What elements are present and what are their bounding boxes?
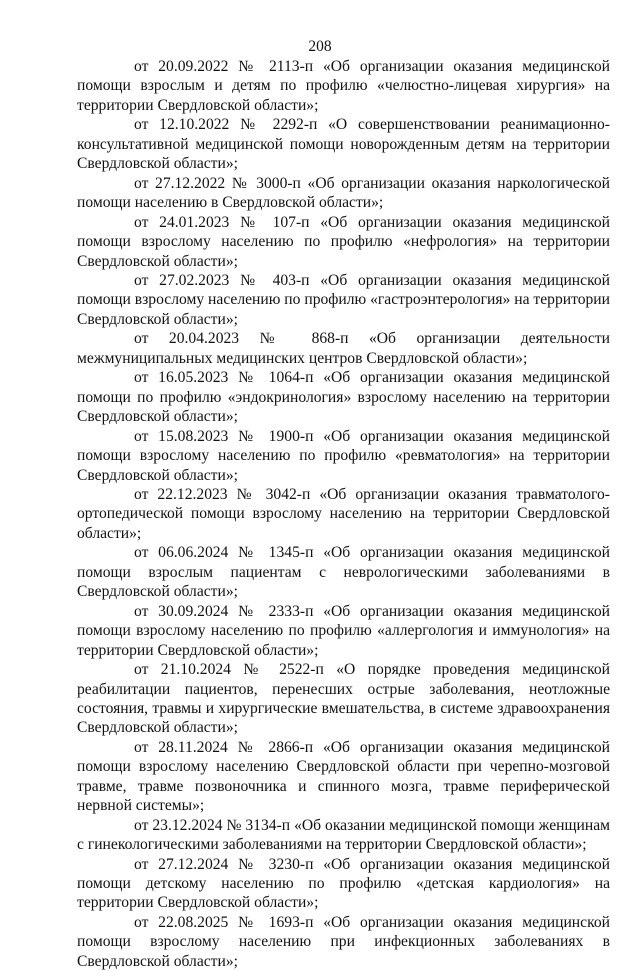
list-item-2113: от 20.09.2022 № 2113-п «Об организации оказания медицинской помощи взрослым и детям по профилю «челюстно-лицевая хирургия» на территории Свердловской области»; xyxy=(77,58,610,114)
list-item-3134: от 23.12.2024 № 3134-п «Об оказании медицинской помощи женщинам с гинекологическими заболеваниями на территории Свердловской области»; xyxy=(77,816,610,854)
list-item-2522: от 21.10.2024 № 2522-п «О порядке проведения медицинской реабилитации пациентов, перенесших острые заболевания, неотложные состояния, травмы и хирургические вмешательства, в системе здравоохранения Свердловской области»; xyxy=(77,661,610,737)
list-item-2292: от 12.10.2022 № 2292-п «О совершенствовании реанимационно-консультативной медицинской помощи новорожденным детям на территории Свердловской области»; xyxy=(77,116,610,173)
list-item-1900: от 15.08.2023 № 1900-п «Об организации оказания медицинской помощи взрослому населению по профилю «ревматология» на территории Свердловской области»; xyxy=(77,427,610,484)
list-item-1693: от 22.08.2025 № 1693-п «Об организации оказания медицинской помощи взрослому населению при инфекционных заболеваниях в Свердловской области»; xyxy=(77,913,610,970)
list-item-1345: от 06.06.2024 № 1345-п «Об организации оказания медицинской помощи взрослым пациентам с неврологическими заболеваниями в Свердловской области»; xyxy=(77,544,610,601)
list-item-1064: от 16.05.2023 № 1064-п «Об организации оказания медицинской помощи по профилю «эндокринология» взрослому населению на территории Свердловской области»; xyxy=(77,369,610,426)
list-item-3230: от 27.12.2024 № 3230-п «Об организации оказания медицинской помощи детскому населению по профилю «детская кардиология» на территории Свердловской области»; xyxy=(77,855,610,912)
list-item-3042: от 22.12.2023 № 3042-п «Об организации оказания травматолого-ортопедической помощи взрослому населению на территории Свердловской области»; xyxy=(77,485,610,542)
list-item-2866: от 28.11.2024 № 2866-п «Об организации оказания медицинской помощи взрослому населению Свердловской области при черепно-мозговой травме, травме позвоночника и спинного мозга, травме периферической нервной системы»; xyxy=(77,738,610,815)
list-item-107: от 24.01.2023 № 107-п «Об организации оказания медицинской помощи взрослому населению по профилю «нефрология» на территории Свердловской области»; xyxy=(77,213,610,270)
list-item-868: от 20.04.2023 № 868-п «Об организации деятельности межмуниципальных медицинских центров Свердловской области»; xyxy=(77,330,610,367)
list-item-403: от 27.02.2023 № 403-п «Об организации оказания медицинской помощи взрослому населению по профилю «гастроэнтерология» на территории Свердловской области»; xyxy=(77,271,610,328)
list-item-3000: от 27.12.2022 № 3000-п «Об организации оказания наркологической помощи населению в Свердловской области»; xyxy=(77,174,610,212)
page-number: 208 xyxy=(308,38,332,55)
document-body xyxy=(77,57,610,971)
list-item-2333: от 30.09.2024 № 2333-п «Об организации оказания медицинской помощи взрослому населению по профилю «аллергология и иммунология» на территории Свердловской области»; xyxy=(77,602,610,659)
